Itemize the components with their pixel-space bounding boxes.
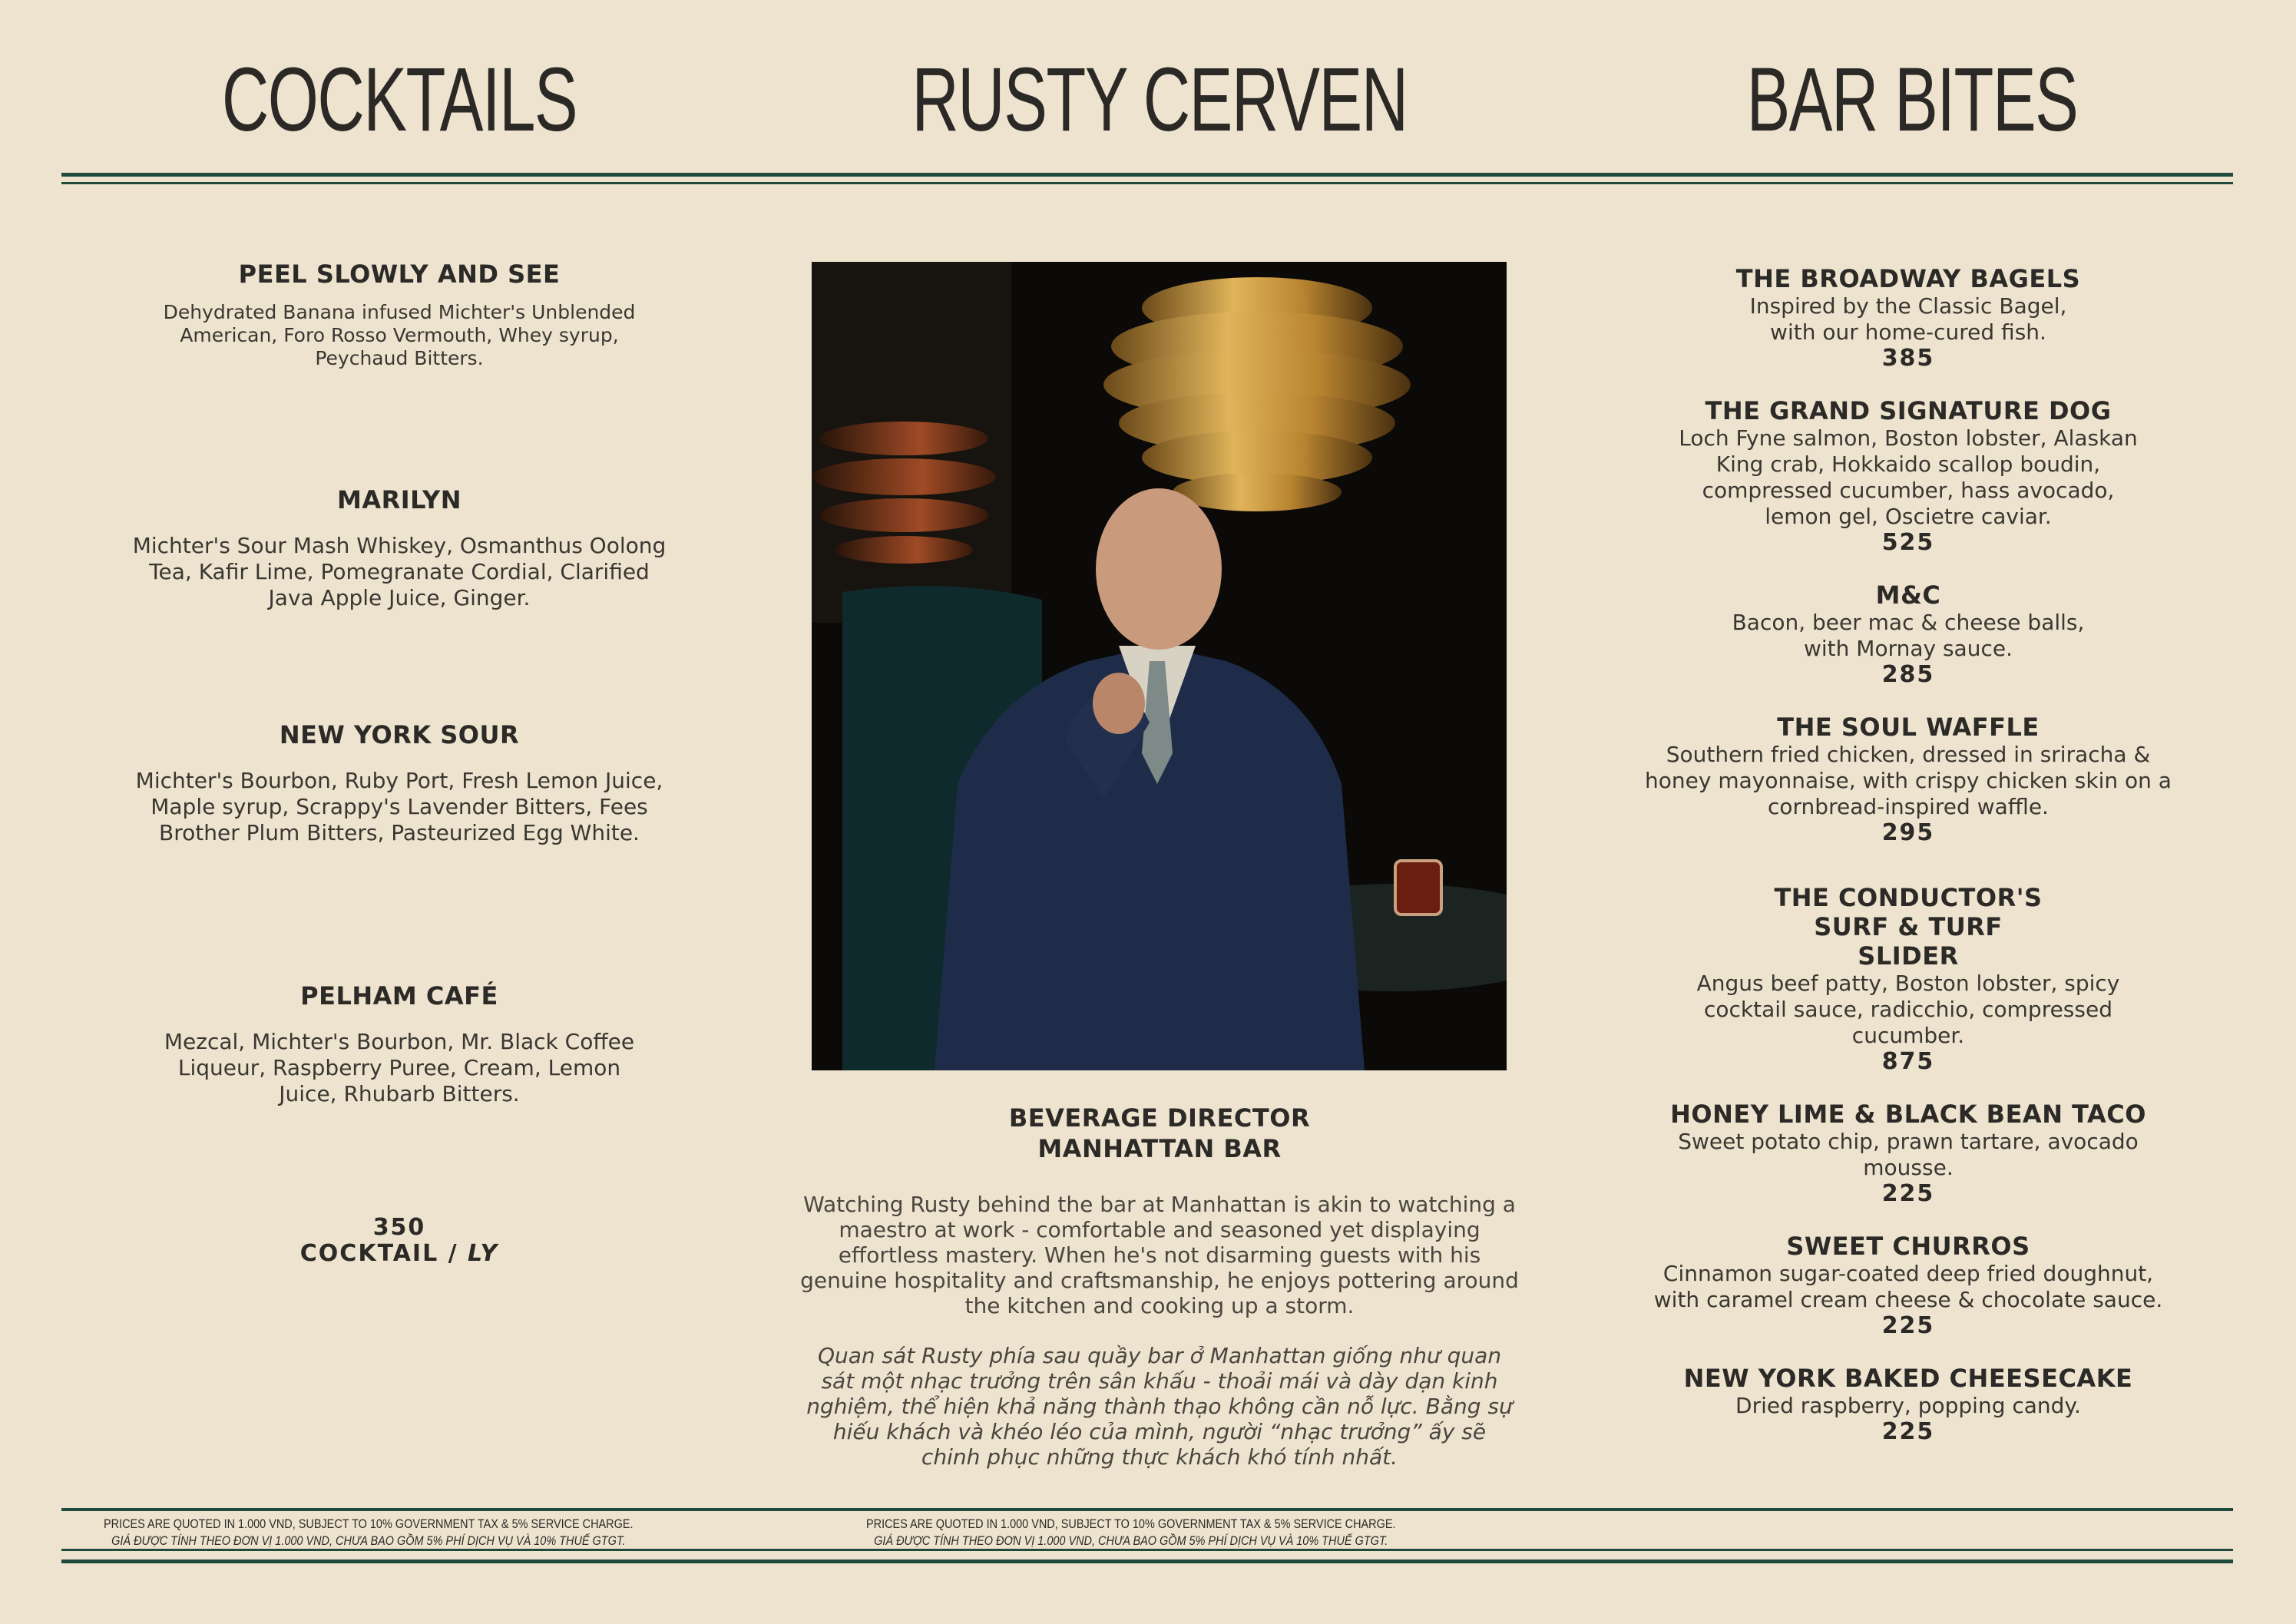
- cocktail-name: NEW YORK SOUR: [279, 720, 520, 749]
- footer-note-vietnamese: GIÁ ĐƯỢC TÍNH THEO ĐƠN VỊ 1.000 VND, CHƯA BAO GỒM 5% PHÍ DỊCH VỤ VÀ 10% THUẾ GTGT.: [111, 1533, 626, 1548]
- footer-note-english: PRICES ARE QUOTED IN 1.000 VND, SUBJECT TO 10% GOVERNMENT TAX & 5% SERVICE CHARGE.: [104, 1517, 634, 1531]
- header-rule-top: [61, 173, 2233, 177]
- bite-name: M&C: [1875, 580, 1941, 610]
- bite-name: SWEET CHURROS: [1786, 1232, 2030, 1261]
- bite-price: 285: [1881, 661, 1935, 688]
- bite-description: Bacon, beer mac & cheese balls, with Mornay sauce.: [1732, 610, 2085, 661]
- bite-price: 295: [1881, 819, 1935, 846]
- bite-item: [1632, 1232, 2185, 1339]
- bartender-photo: [812, 262, 1507, 1070]
- bartender-portrait-illustration: [812, 262, 1507, 1070]
- cocktail-name: PELHAM CAFÉ: [300, 981, 498, 1010]
- footer-note-left: [104, 1516, 634, 1550]
- bio-vietnamese: Quan sát Rusty phía sau quầy bar ở Manhattan giống như quan sát một nhạc trưởng trên sân khấu - thoải mái và dày dạn kinh nghiệm, thể hiện khả năng thành thạo không cần nỗ lực. Bằng sự hiếu khách và khéo léo của mình, người “nhạc trưởng” ấy sẽ chinh phục những thực khách khó tính nhất.: [806, 1343, 1513, 1470]
- bite-name: THE CONDUCTOR'S SURF & TURF SLIDER: [1774, 883, 2043, 971]
- cocktail-name: MARILYN: [336, 485, 462, 514]
- bite-name: THE BROADWAY BAGELS: [1735, 264, 2081, 293]
- bio-english: Watching Rusty behind the bar at Manhattan is akin to watching a maestro at work - comfortable and seasoned yet displaying effortless mastery. When he's not disarming guests with his genuine hospitality and craftsmanship, he enjoys pottering around the kitchen and cooking up a storm.: [800, 1192, 1519, 1318]
- cocktail-name: PEEL SLOWLY AND SEE: [238, 260, 561, 289]
- cocktail-item: [131, 485, 668, 611]
- bite-description: Inspired by the Classic Bagel, with our home-cured fish.: [1749, 293, 2067, 345]
- bite-price: 525: [1881, 529, 1935, 556]
- header-rule-bottom: [61, 182, 2233, 184]
- bite-item: [1632, 264, 2185, 372]
- price-value: 350: [372, 1214, 426, 1241]
- bite-item: [1632, 396, 2185, 556]
- bite-description: Sweet potato chip, prawn tartare, avocado mousse.: [1678, 1129, 2139, 1180]
- bite-item: [1632, 713, 2185, 846]
- bite-price: 875: [1881, 1048, 1935, 1075]
- bite-description: Southern fried chicken, dressed in sriracha & honey mayonnaise, with crispy chicken skin on a cornbread-inspired waffle.: [1645, 742, 2172, 819]
- cocktail-price: [131, 1215, 668, 1267]
- bite-description: Loch Fyne salmon, Boston lobster, Alaskan King crab, Hokkaido scallop boudin, compressed cucumber, hass avocado, lemon gel, Oscietre caviar.: [1679, 425, 2138, 529]
- footer-rule-top: [61, 1508, 2233, 1511]
- bite-name: THE SOUL WAFFLE: [1777, 713, 2040, 742]
- bar-bites-title: BAR BITES: [1746, 49, 2078, 150]
- feature-section: [799, 1103, 1520, 1470]
- cocktails-list: [131, 260, 668, 1288]
- bite-name: NEW YORK BAKED CHEESECAKE: [1683, 1364, 2133, 1393]
- cocktail-description: Mezcal, Michter's Bourbon, Mr. Black Coffee Liqueur, Raspberry Puree, Cream, Lemon Juice, Rhubarb Bitters.: [164, 1029, 635, 1106]
- bite-price: 225: [1881, 1312, 1935, 1339]
- footer-rule-middle: [61, 1549, 2233, 1551]
- bite-name: HONEY LIME & BLACK BEAN TACO: [1670, 1100, 2146, 1129]
- bite-name: THE GRAND SIGNATURE DOG: [1705, 396, 2112, 425]
- bite-price: 385: [1881, 345, 1935, 372]
- footer-rule-bottom: [61, 1560, 2233, 1563]
- role-title: BEVERAGE DIRECTOR: [1008, 1103, 1311, 1133]
- footer-note-english: PRICES ARE QUOTED IN 1.000 VND, SUBJECT TO 10% GOVERNMENT TAX & 5% SERVICE CHARGE.: [866, 1517, 1396, 1531]
- bar-bites-list: [1632, 264, 2185, 1445]
- bite-item: [1632, 1364, 2185, 1445]
- cocktail-description: Michter's Sour Mash Whiskey, Osmanthus Oolong Tea, Kafir Lime, Pomegranate Cordial, Clarified Java Apple Juice, Ginger.: [132, 533, 667, 610]
- bartender-name-title: RUSTY CERVEN: [911, 49, 1408, 150]
- price-unit: COCKTAIL / LY: [299, 1240, 499, 1267]
- bite-description: Angus beef patty, Boston lobster, spicy cocktail sauce, radicchio, compressed cucumber.: [1696, 971, 2120, 1048]
- cocktail-item: [131, 260, 668, 370]
- cocktails-title: COCKTAILS: [221, 49, 577, 150]
- bite-price: 225: [1881, 1180, 1935, 1207]
- price-unit-suffix: LY: [468, 1240, 499, 1267]
- cocktail-description: Dehydrated Banana infused Michter's Unblended American, Foro Rosso Vermouth, Whey syrup, Peychaud Bitters.: [163, 301, 636, 369]
- footer-note-center: [866, 1516, 1396, 1550]
- cocktail-item: [131, 720, 668, 846]
- bite-item: [1632, 883, 2185, 1075]
- bite-item: [1632, 580, 2185, 688]
- bite-price: 225: [1881, 1418, 1935, 1445]
- bite-description: Dried raspberry, popping candy.: [1735, 1393, 2081, 1418]
- venue-title: MANHATTAN BAR: [1037, 1134, 1282, 1163]
- cocktail-item: [131, 981, 668, 1107]
- bite-description: Cinnamon sugar-coated deep fried doughnut, with caramel cream cheese & chocolate sauce.: [1653, 1261, 2163, 1312]
- cocktail-description: Michter's Bourbon, Ruby Port, Fresh Lemon Juice, Maple syrup, Scrappy's Lavender Bitters, Fees Brother Plum Bitters, Pasteurized Egg White.: [135, 768, 663, 845]
- bite-item: [1632, 1100, 2185, 1207]
- footer-note-vietnamese: GIÁ ĐƯỢC TÍNH THEO ĐƠN VỊ 1.000 VND, CHƯA BAO GỒM 5% PHÍ DỊCH VỤ VÀ 10% THUẾ GTGT.: [874, 1533, 1388, 1548]
